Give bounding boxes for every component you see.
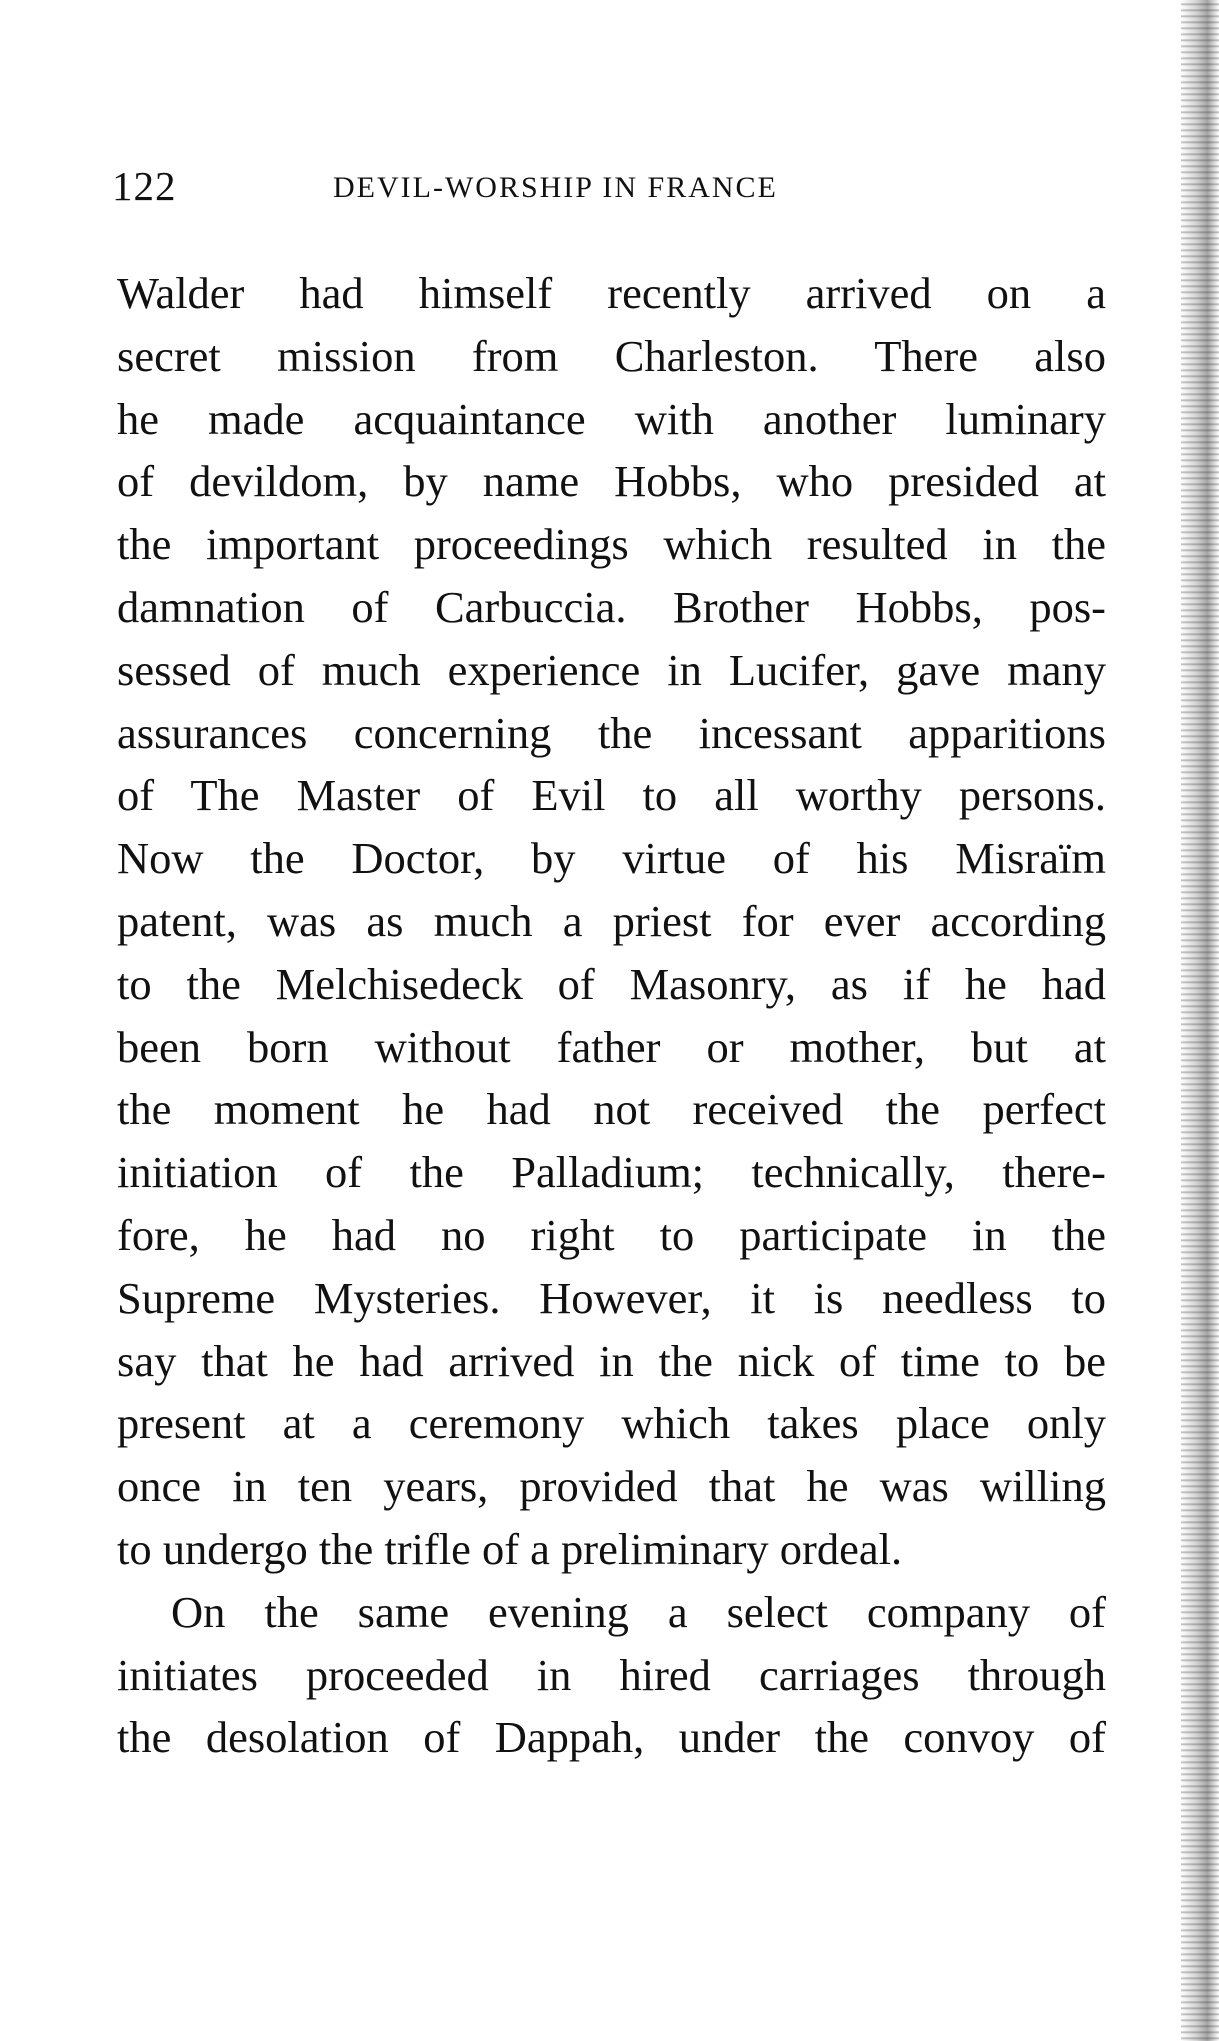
text-line: patent, was as much a priest for ever according	[117, 895, 1106, 946]
text-line: secret mission from Charleston. There also	[117, 330, 1106, 381]
text-line: the important proceedings which resulted in the	[117, 519, 1106, 570]
text-line: Now the Doctor, by virtue of his Misraïm	[117, 833, 1106, 884]
paragraph-1	[117, 262, 1106, 1581]
text-line: On the same evening a select company of	[171, 1586, 1106, 1637]
running-header	[112, 162, 1112, 222]
page-binding-edge	[1181, 0, 1219, 2041]
text-line: once in ten years, provided that he was willing	[117, 1461, 1106, 1512]
text-line: damnation of Carbuccia. Brother Hobbs, pos-	[117, 581, 1106, 632]
running-title: DEVIL-WORSHIP IN FRANCE	[333, 171, 778, 204]
text-line: he made acquaintance with another luminary	[117, 393, 1106, 444]
text-line: Supreme Mysteries. However, it is needless to	[117, 1272, 1106, 1323]
text-line: been born without father or mother, but at	[117, 1021, 1106, 1072]
text-line: the desolation of Dappah, under the convoy of	[117, 1712, 1106, 1763]
text-line: initiation of the Palladium; technically, there-	[117, 1147, 1106, 1198]
text-line: Walder had himself recently arrived on a	[117, 268, 1106, 318]
text-line: fore, he had no right to participate in the	[117, 1209, 1106, 1260]
text-line: to undergo the trifle of a preliminary ordeal.	[117, 1523, 903, 1574]
text-line: the moment he had not received the perfect	[117, 1084, 1106, 1135]
text-line: of The Master of Evil to all worthy persons.	[117, 770, 1106, 821]
text-line: say that he had arrived in the nick of time to be	[117, 1335, 1106, 1386]
body-text	[117, 262, 1106, 1769]
text-line: of devildom, by name Hobbs, who presided at	[117, 456, 1106, 507]
text-line: assurances concerning the incessant apparitions	[117, 707, 1106, 758]
text-line: to the Melchisedeck of Masonry, as if he had	[117, 958, 1106, 1009]
text-line: present at a ceremony which takes place only	[117, 1398, 1106, 1449]
paragraph-2	[117, 1581, 1106, 1769]
text-line: initiates proceeded in hired carriages through	[117, 1649, 1106, 1700]
text-line: sessed of much experience in Lucifer, gave many	[117, 644, 1106, 695]
page-number: 122	[112, 163, 177, 209]
